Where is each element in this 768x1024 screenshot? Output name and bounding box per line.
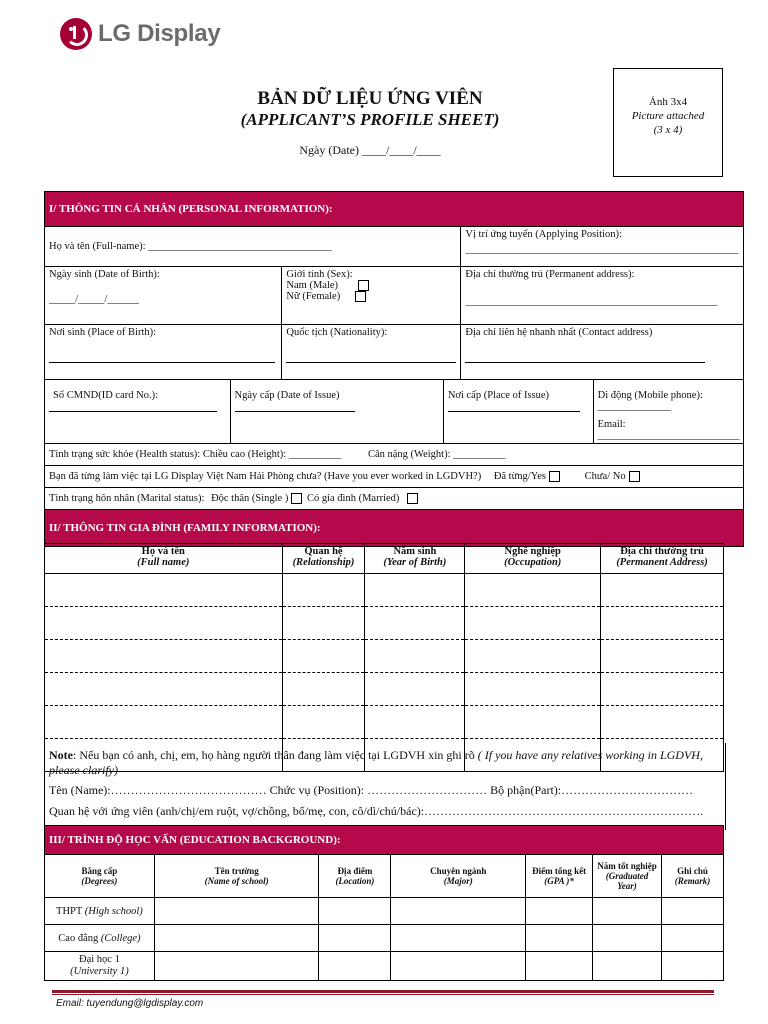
section-education-header: III/ TRÌNH ĐỘ HỌC VẤN (EDUCATION BACKGROUND):	[45, 826, 724, 855]
footer-divider	[52, 990, 714, 993]
table-row[interactable]	[45, 673, 724, 706]
table-row[interactable]	[45, 898, 724, 925]
worked-yes-checkbox[interactable]	[549, 471, 560, 482]
family-header-occupation: Nghề nghiệp (Occupation)	[465, 544, 601, 574]
note-block	[44, 743, 726, 830]
id-card-line	[49, 401, 217, 412]
full-name-field[interactable]: Họ và tên (Full-name): ___________________________________	[45, 227, 461, 267]
place-issue-field[interactable]	[443, 380, 593, 444]
health-row[interactable]	[45, 444, 744, 466]
relative-name-line[interactable]: Tên (Name):………………………………… Chức vụ (Position): ………………………… Bộ phận(Part):……………………………	[49, 783, 694, 797]
edu-header-location: Địa điểm (Location)	[319, 855, 391, 898]
female-checkbox[interactable]	[355, 291, 366, 302]
nationality-line	[286, 352, 456, 363]
footer-email[interactable]: Email: tuyendung@lgdisplay.com	[56, 998, 204, 1009]
female-label: Nữ (Female)	[286, 291, 341, 303]
photo-label-en: Picture attached	[631, 110, 705, 122]
marital-row	[45, 488, 744, 510]
degree-cell: Đại học 1 (University 1)	[45, 952, 155, 981]
family-table	[44, 543, 724, 772]
edu-header-school: Tên trường (Name of school)	[154, 855, 319, 898]
dob-blank: _____/_____/______	[49, 294, 139, 305]
position-label: Vị trí ứng tuyển (Applying Position):	[465, 229, 622, 240]
table-row[interactable]	[45, 640, 724, 673]
lg-display-logo	[60, 18, 220, 50]
photo-label: Ảnh 3x4	[648, 96, 688, 108]
photo-box[interactable]	[613, 68, 723, 177]
degree-cell: Cao đẳng (College)	[45, 925, 155, 952]
form-title: BẢN DỮ LIỆU ỨNG VIÊN	[257, 88, 483, 109]
section-family-header: II/ THÔNG TIN GIA ĐÌNH (FAMILY INFORMATION):	[45, 510, 744, 547]
single-checkbox[interactable]	[291, 493, 302, 504]
date-issue-label: Ngày cấp (Date of Issue)	[234, 390, 340, 401]
mobile-email-field[interactable]	[593, 380, 744, 444]
table-row[interactable]	[45, 952, 724, 981]
pob-label: Nơi sinh (Place of Birth):	[49, 327, 157, 338]
contact-address-line	[465, 352, 705, 363]
married-label: Có gia đình (Married)	[306, 492, 400, 504]
position-blank: ____________________________________________________	[465, 244, 739, 255]
worked-before-row	[45, 466, 744, 488]
edu-header-remark: Ghi chú (Remark)	[661, 855, 723, 898]
sex-label: Giới tính (Sex):	[286, 269, 353, 280]
worked-no-checkbox[interactable]	[629, 471, 640, 482]
married-checkbox[interactable]	[407, 493, 418, 504]
male-checkbox[interactable]	[358, 280, 369, 291]
brand-name: LG Display	[98, 20, 221, 47]
edu-header-major: Chuyên ngành (Major)	[391, 855, 526, 898]
relation-line[interactable]: Quan hệ với ứng viên (anh/chị/em ruột, vợ/chồng, bố/mẹ, con, cô/dì/chú/bác):…………………………………………………………….	[49, 804, 704, 818]
family-header-year: Năm sinh (Year of Birth)	[365, 544, 465, 574]
lg-logo-icon	[60, 18, 92, 50]
email-label: Email: ___________________________	[597, 419, 740, 441]
date-issue-line	[235, 401, 355, 412]
health-height-label: Tình trạng sức khỏe (Health status): Chiều cao (Height): __________	[49, 449, 342, 460]
place-issue-label: Nơi cấp (Place of Issue)	[447, 390, 550, 401]
nationality-label: Quốc tịch (Nationality):	[286, 327, 388, 338]
perm-address-label: Địa chỉ thường trú (Permanent address):	[465, 269, 635, 280]
edu-header-degree: Bằng cấp (Degrees)	[45, 855, 155, 898]
date-issue-field[interactable]	[230, 380, 443, 444]
family-header-address: Địa chỉ thường trú (Permanent Address)	[601, 544, 724, 574]
applying-position-field[interactable]	[461, 227, 744, 267]
place-of-birth-field[interactable]	[45, 325, 282, 380]
family-header-relationship: Quan hệ (Relationship)	[282, 544, 365, 574]
degree-cell: THPT (High school)	[45, 898, 155, 925]
sex-field	[282, 267, 461, 325]
profile-form	[44, 191, 744, 547]
permanent-address-field[interactable]	[461, 267, 744, 325]
marital-label: Tình trạng hôn nhân (Marital status):	[49, 492, 205, 504]
pob-line	[49, 352, 275, 363]
male-label: Nam (Male)	[286, 280, 339, 291]
contact-address-label: Địa chỉ liên hệ nhanh nhất (Contact address)	[465, 327, 653, 338]
place-issue-line	[448, 401, 580, 412]
worked-yes-label: Đã từng/Yes	[493, 470, 546, 482]
edu-header-year: Năm tốt nghiệp (Graduated Year)	[593, 855, 662, 898]
table-row[interactable]	[45, 574, 724, 607]
perm-address-blank: ________________________________________________	[465, 296, 718, 307]
section-personal-header: I/ THÔNG TIN CÁ NHÂN (PERSONAL INFORMATION):	[45, 192, 744, 227]
contact-address-field[interactable]	[461, 325, 744, 380]
worked-before-label: Bạn đã từng làm việc tại LG Display Việt Nam Hải Phòng chưa? (Have you ever worked in LGDVH?)	[49, 470, 482, 482]
edu-header-gpa: Điểm tổng kết (GPA )*	[526, 855, 593, 898]
id-card-field[interactable]	[45, 380, 231, 444]
single-label: Độc thân (Single )	[211, 492, 289, 504]
education-table	[44, 825, 724, 981]
table-row[interactable]	[45, 925, 724, 952]
worked-no-label: Chưa/ No	[584, 470, 626, 482]
family-header-name: Họ và tên (Full name)	[45, 544, 283, 574]
mobile-label: Di động (Mobile phone): ______________	[597, 390, 703, 412]
dob-label: Ngày sinh (Date of Birth):	[49, 269, 160, 280]
table-row[interactable]	[45, 706, 724, 739]
note-text: Note: Nếu bạn có anh, chị, em, họ hàng người thân đang làm việc tại LGDVH xin ghi rõ ( If you have any relatives working in LGDVH, please clarify)	[49, 748, 703, 777]
footer-divider-thin	[52, 994, 714, 995]
form-subtitle: (APPLICANT’S PROFILE SHEET)	[240, 110, 500, 129]
table-row[interactable]	[45, 607, 724, 640]
photo-size: (3 x 4)	[653, 124, 683, 136]
date-line[interactable]: Ngày (Date) ____/____/____	[299, 143, 441, 157]
id-card-label: Số CMND(ID card No.):	[53, 390, 158, 401]
nationality-field[interactable]	[282, 325, 461, 380]
dob-field[interactable]	[45, 267, 282, 325]
weight-label: Cân nặng (Weight): __________	[367, 449, 506, 460]
